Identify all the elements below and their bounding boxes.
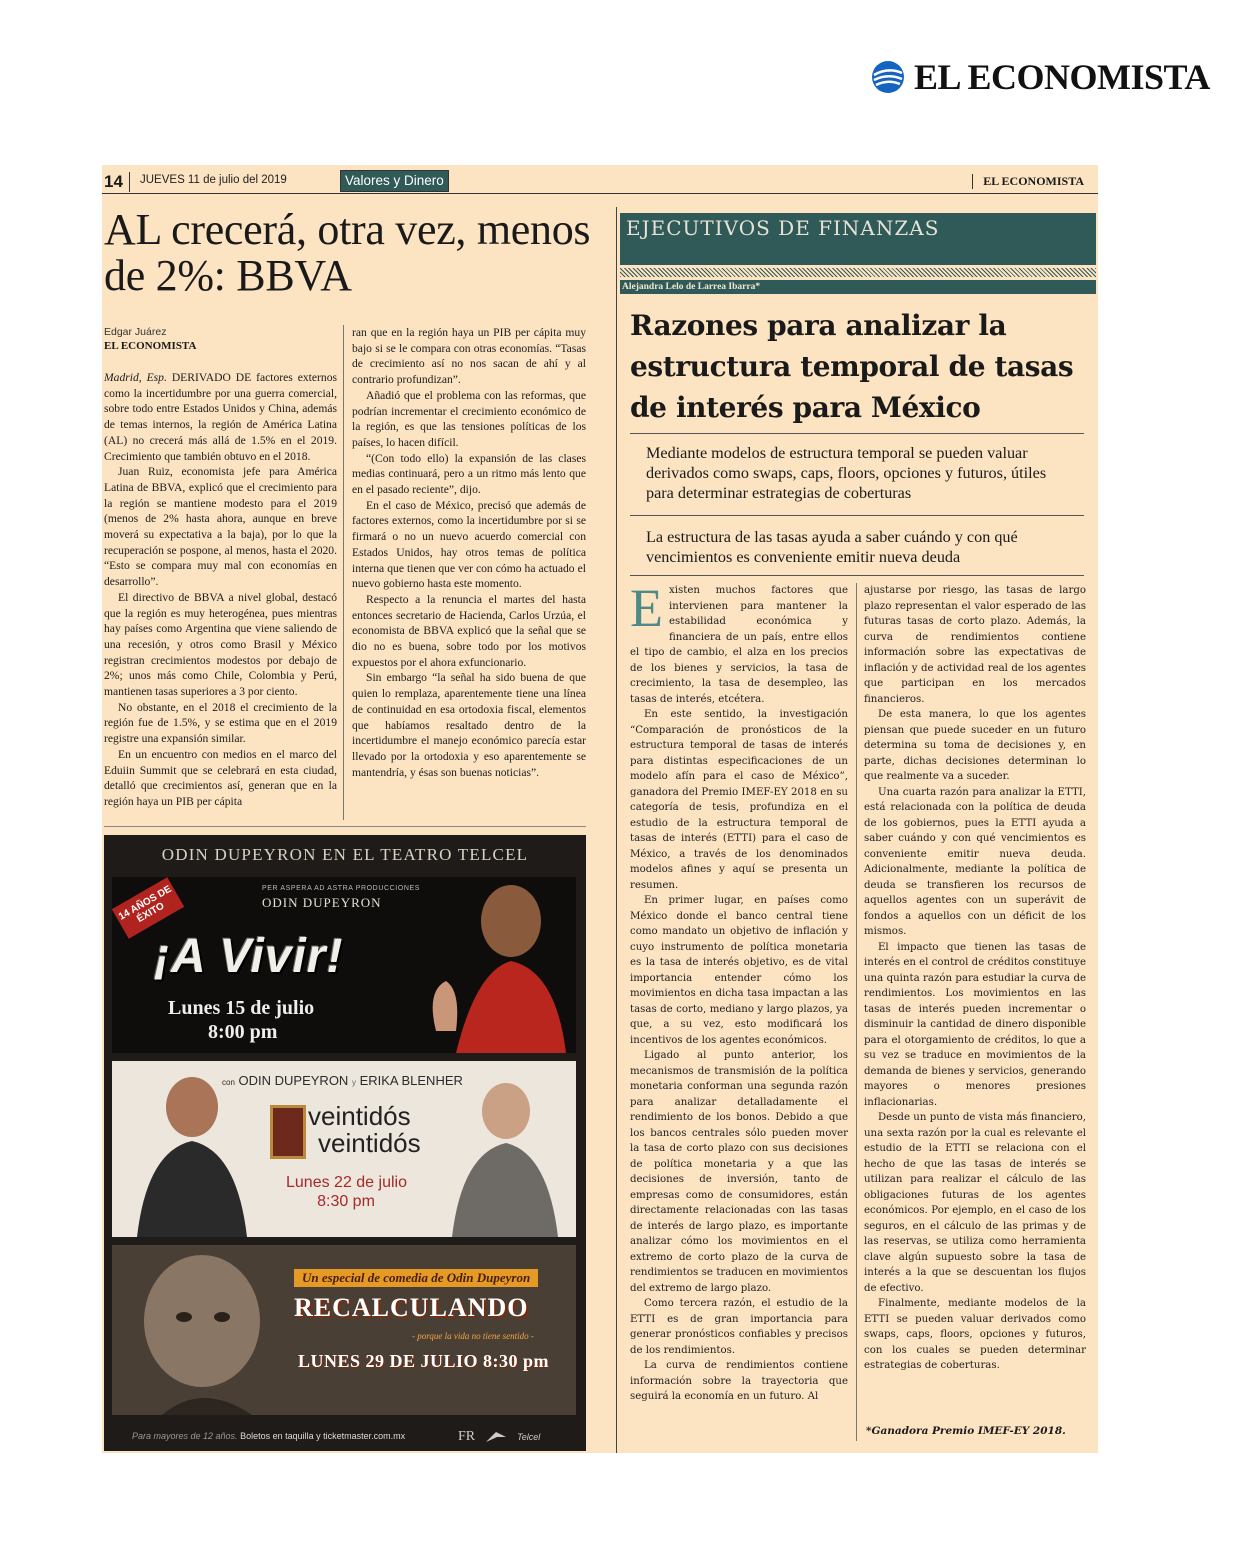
- article-paragraph: ajustarse por riesgo, las tasas de largo plazo representan el valor esperado de las futuras tasas de corto plazo. Además, la curva de rendimientos contiene información sobre las expectativas de inflación y de actividad real de los agentes que participan en los mercados financieros.: [864, 585, 1086, 705]
- sponsor-logos: [458, 1429, 540, 1445]
- cast-credits: con ODIN DUPEYRON y ERIKA BLENHER: [222, 1073, 463, 1088]
- bird-logo-icon: [485, 1430, 507, 1444]
- divider: [630, 433, 1084, 434]
- show-date: LUNES 29 DE JULIO 8:30 pm: [298, 1351, 550, 1371]
- folio-brand: EL ECONOMISTA: [972, 174, 1084, 189]
- byline-org: EL ECONOMISTA: [104, 340, 197, 352]
- column-divider: [343, 325, 344, 820]
- mirror-frame-icon: [270, 1105, 306, 1159]
- article-deck-secondary: La estructura de las tasas ayuda a saber cuándo y con qué vencimientos es conveniente emitir nueva deuda: [646, 528, 1018, 566]
- dateline: Madrid, Esp.: [104, 371, 167, 384]
- performer-photo-icon: [444, 1077, 564, 1237]
- divider: [104, 826, 586, 827]
- article-paragraph: En este sentido, la investigación “Comparación de pronósticos de la estructura temporal de tasas de interés para distintas especificaciones de un modelo afín para el caso de México”, ganadora del Premio IMEF-EY 2018 en su categoría de tesis, profundiza en el estudio de la estructura temporal de tasas de interés (ETTI) para el caso de México, a través de los denominados modelos afines y aquí se presenta un resumen.: [630, 709, 848, 891]
- article-paragraph: En el caso de México, precisó que además de factores externos, como la incertidumbre por si se firmará o no un nuevo acuerdo comercial con Estados Unidos, hay otros temas de política interna que tienen que ver con cómo ha actuado el nuevo gobierno hasta este momento.: [352, 498, 586, 591]
- article-paragraph: Finalmente, mediante modelos de la ETTI se pueden valuar derivados como swaps, caps, floors, opciones y futuros, con los cuales se pueden determinar estrategias de coberturas.: [864, 1298, 1086, 1371]
- divider: [630, 575, 1084, 576]
- article-paragraph: Existen muchos factores que intervienen para mantener la estabilidad económica y financiera de un país, entre ellos el tipo de cambio, el alza en los precios de los bienes y servicios, la tasa de crecimiento, la tasa de desempleo, las tasas de interés, etcétera.: [630, 583, 848, 705]
- right-article-column-1: [630, 583, 848, 1441]
- article-paragraph: Añadió que el problema con las reformas, que podrían incrementar el crecimiento económico de la región, es que las tensiones políticas de los países, lo hacen difícil.: [352, 388, 586, 449]
- ad-footer: Para mayores de 12 años. Boletos en taquilla y ticketmaster.com.mx: [132, 1431, 406, 1441]
- show-date: Lunes 15 de julio: [168, 997, 315, 1019]
- hatch-rule: [620, 268, 1096, 277]
- ad-panel-recalculando[interactable]: [112, 1245, 576, 1415]
- performer-photo-icon: [416, 881, 566, 1053]
- article-paragraph: El directivo de BBVA a nivel global, destacó que la región es muy heterogénea, pues mientras hay países como Argentina que viene saliendo de una recesión, y otros como Brasil y México registran crecimientos modestos por debajo de 2%; unos más como Chile, Colombia y Perú, mantienen tasas superiores a 3 por ciento.: [104, 590, 337, 699]
- divider: [630, 515, 1084, 516]
- theater-advertisement[interactable]: [104, 835, 586, 1451]
- globe-logo-icon: [870, 59, 906, 95]
- article-paragraph: En primer lugar, en países como México donde el banco central tiene como mandato un objetivo de inflación y cuyo instrumento de política monetaria es la tasa de interés objetivo, es de vital importancia entender cómo los movimientos en dicha tasa impactan a las tasas de corto, mediano y largo plazos, ya que, a su vez, esto modificará los incentivos de los agentes económicos.: [630, 895, 848, 1046]
- logo-text: EL ECONOMISTA: [914, 57, 1210, 97]
- performer-photo-icon: [132, 1071, 252, 1237]
- column-author: Alejandra Lelo de Larrea Ibarra*: [620, 280, 1096, 294]
- page-number: 14: [104, 172, 130, 192]
- author-footnote: *Ganadora Premio IMEF-EY 2018.: [866, 1425, 1066, 1437]
- issue-date: JUEVES 11 de julio del 2019: [140, 174, 287, 186]
- article-paragraph: Desde un punto de vista más financiero, una sexta razón por la cual es relevante el estudio de la ETTI se relaciona con el hecho de que las tasas de interés se utilizan para realizar el cálculo de las obligaciones futuras de los agentes económicos. Por ejemplo, en el caso de los seguros, en el cálculo de las primas y de las reservas, se utiliza como herramienta clave algún supuesto sobre la tasa de interés a la que se descuentan los flujos de efectivo.: [864, 1112, 1086, 1294]
- article-paragraph: No obstante, en el 2018 el crecimiento de la región fue de 1.5%, y se estima que en el 2019 registre una expansión similar.: [104, 700, 337, 746]
- show-time: 8:00 pm: [208, 1021, 278, 1043]
- section-label[interactable]: Valores y Dinero: [340, 170, 449, 192]
- telcel-logo: Telcel: [517, 1432, 541, 1442]
- article-paragraph: Sin embargo “la señal ha sido buena de que quien lo remplaza, aparentemente tiene una línea de continuidad en esa ortodoxia fiscal, elementos que habíamos resaltado dentro de la incertidumbre el manejo económico parecía estar llevado por la ortodoxia y eso aparentemente se mantendría, y ésas son buenas noticias”.: [352, 671, 586, 779]
- show-title: RECALCULANDO: [294, 1293, 529, 1322]
- show-tagline: - porque la vida no tiene sentido -: [412, 1331, 534, 1341]
- right-article-column-2: [864, 583, 1086, 1411]
- article-paragraph: Juan Ruiz, economista jefe para América Latina de BBVA, explicó que el crecimiento para la región se mantiene modesto para el 2019 (menos de 2% hasta ahora, aunque en breve moverá su expectativa a la baja), por lo que la recuperación se pospone, al menos, hasta el 2020. “Esto se compara muy mal con economías en desarrollo”.: [104, 465, 337, 589]
- special-banner: Un especial de comedia de Odin Dupeyron: [294, 1269, 538, 1287]
- site-logo[interactable]: [870, 52, 1230, 102]
- left-article-byline: [104, 325, 334, 353]
- article-paragraph: “(Con todo ello) la expansión de las clases medias continuará, pero a un ritmo más lento que en el pasado reciente”, dijo.: [352, 451, 586, 497]
- article-paragraph: Como tercera razón, el estudio de la ETTI es de gran importancia para generar pronósticos confiables y precisos de los rendimientos.: [630, 1298, 848, 1356]
- star-name: ODIN DUPEYRON: [262, 895, 382, 910]
- ad-panel-veintidos[interactable]: [112, 1061, 576, 1237]
- producer-credit: PER ASPERA AD ASTRA PRODUCCIONES: [262, 885, 421, 892]
- article-paragraph: De esta manera, lo que los agentes piensan que puede suceder en un futuro determina su toma de decisiones y, en parte, dichas decisiones determinan lo que realmente va a suceder.: [864, 709, 1086, 782]
- left-article-column-1: [104, 370, 337, 822]
- article-paragraph: Ligado al punto anterior, los mecanismos de transmisión de la política monetaria conforman una segunda razón para analizar detalladamente el rendimiento de los bonos. Debido a que los bancos centrales sólo pueden mover la tasa de corto plazo con sus decisiones de política monetaria y a que las decisiones de inversión, tanto de empresas como de consumidores, están directamente relacionadas con las tasas de interés de largo plazo, es importante analizar cómo los movimientos en el extremo de corto plazo de la curva de rendimientos se traducen en movimientos del extremo de largo plazo.: [630, 1050, 848, 1294]
- show-title: veintidós veintidós: [308, 1101, 421, 1158]
- article-paragraph: El impacto que tienen las tasas de interés en el control de créditos constituye una quinta razón para estudiar la curva de rendimientos. Los movimientos en las tasas de interés pueden incrementar o disminuir la cantidad de dinero disponible para el otorgamiento de créditos, lo que a su vez se traduce en movimientos de la demanda de bienes y servicios, generando mayores o menores presiones inflacionarias.: [864, 941, 1086, 1108]
- show-date: Lunes 22 de julio 8:30 pm: [286, 1174, 407, 1210]
- ad-title: ODIN DUPEYRON EN EL TEATRO TELCEL: [161, 845, 529, 864]
- article-paragraph: Una cuarta razón para analizar la ETTI, está relacionada con la política de deuda de los gobiernos, pues la ETTI ayuda a saber cuándo y con qué vencimientos es conveniente emitir nueva deuda. Adicionalmente, mediante la política de deuda se transfieren los recursos de aquellos agentes con un superávit de fondos a aquellos con un déficit de los mismos.: [864, 786, 1086, 937]
- newspaper-page: [102, 165, 1098, 1453]
- article-paragraph: Madrid, Esp. DERIVADO DE factores externos como la incertidumbre por una guerra comercial, sobre todo entre Estados Unidos y China, además de temas internos, la región de América Latina (AL) no crecerá más allá de 1.5% en el 2019. Crecimiento que también obtuvo en el 2018.: [104, 371, 337, 463]
- byline-author: Edgar Juárez: [104, 326, 167, 338]
- article-paragraph: Respecto a la renuncia el martes del hasta entonces secretario de Hacienda, Carlos Urzúa, el economista de BBVA explicó que la señal que se dio no es buena, sobre todo por los motivos expuestos por el ahora exfuncionario.: [352, 592, 586, 669]
- anniversary-badge: 14 AÑOS DE ÉXITO: [112, 877, 184, 938]
- right-article-headline: Razones para analizar la estructura temporal de tasas de interés para México: [630, 309, 1074, 424]
- left-article-headline: AL crecerá, otra vez, menos de 2%: BBVA: [104, 205, 591, 300]
- column-divider: [856, 583, 857, 1441]
- folio-bar: [102, 170, 1098, 194]
- left-article-column-2: [352, 325, 586, 822]
- performer-photo-icon: [122, 1251, 292, 1415]
- column-banner: EJECUTIVOS DE FINANZAS: [620, 213, 1096, 265]
- article-deck: Mediante modelos de estructura temporal se pueden valuar derivados como swaps, caps, floors, opciones y futuros, útiles para determinar estrategias de coberturas: [646, 444, 1047, 502]
- drop-cap: E: [630, 583, 663, 638]
- article-paragraph: La curva de rendimientos contiene información sobre la trayectoria que seguirá la economía en un futuro. Al: [630, 1360, 848, 1402]
- article-paragraph: ran que en la región haya un PIB per cápita muy bajo si se le compara con otras economías. “Tasas de crecimiento así no nos sacan de ahí y al contrario profundizan”.: [352, 326, 586, 387]
- article-paragraph: En un encuentro con medios en el marco del Eduiin Summit que se celebrará en esta ciudad, detalló que crecimientos así, generan que en la región haya un PIB per cápita: [104, 747, 337, 808]
- fr-logo: FR: [458, 1429, 476, 1444]
- show-title: ¡A Vivir!: [154, 930, 344, 983]
- ad-panel-a-vivir[interactable]: [112, 877, 576, 1053]
